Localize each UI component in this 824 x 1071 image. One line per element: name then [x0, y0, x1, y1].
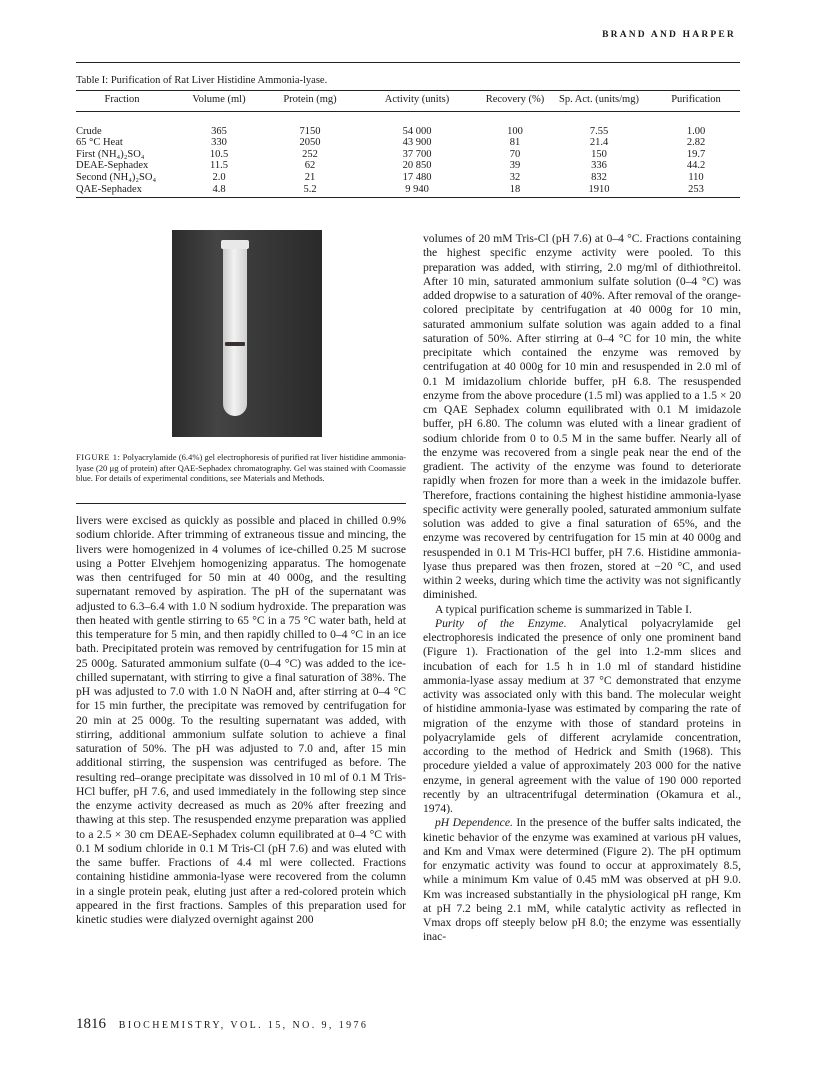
cell-activity: 17 480 [402, 171, 432, 183]
journal-citation: BIOCHEMISTRY, VOL. 15, NO. 9, 1976 [118, 1020, 369, 1031]
cell-purification: 253 [652, 184, 740, 198]
right-paragraph-2: A typical purification scheme is summarized in Table I. [435, 602, 692, 616]
cell-activity: 9 940 [350, 184, 484, 198]
col-header-fraction: Fraction [76, 91, 168, 112]
left-column [76, 514, 406, 927]
col-header-activity: Activity (units) [350, 91, 484, 112]
ph-text: In the presence of the buffer salts indicated, the kinetic behavior of the enzyme was examined at various pH values, and Km and Vmax were determined (Figure 2). The pH optimum for enzymatic activity was found to occur at approximately 8.5, while a minimum Km value of 0.45 mM was observed at pH 9.0. Km was increased substantially in the physiological pH range, Km at pH 7.2 being 2.1 mM, while catalytic activity as reflected in Vmax drops off steeply below pH 8.0; the enzyme was essentially inac- [423, 816, 741, 944]
figure-label: FIGURE 1: [76, 452, 121, 462]
cell-protein: 5.2 [270, 184, 350, 198]
cell-volume: 2.0 [212, 171, 226, 183]
col-header-protein: Protein (mg) [270, 91, 350, 112]
cell-sp-act: 1910 [546, 184, 652, 198]
cell-sp-act: 150 [591, 148, 607, 160]
figure-rule [76, 503, 406, 504]
purity-section [423, 617, 741, 817]
page-footer [76, 1016, 368, 1033]
gel-tube-top [221, 240, 249, 249]
table-i [76, 62, 740, 198]
cell-activity: 20 850 [402, 160, 432, 172]
cell-purification: 19.7 [686, 148, 706, 160]
cell-recovery: 32 [509, 171, 521, 183]
figure-caption [76, 452, 406, 484]
cell-volume: 365 [211, 125, 227, 137]
cell-protein: 2050 [299, 137, 321, 149]
col-header-purification: Purification [652, 91, 740, 112]
cell-sp-act: 832 [591, 171, 607, 183]
table-caption: Table I: Purification of Rat Liver Histidine Ammonia-lyase. [76, 75, 328, 86]
left-paragraph-1: livers were excised as quickly as possible and placed in chilled 0.9% sodium chloride. After trimming of extraneous tissue and mincing, the livers were homogenized in 4 volumes of ice-chilled 0.25 M sucrose using a Potter Elvehjem homogenizing apparatus. The homogenate was then centrifuged for 50 min at 40 000g, and the resulting supernatant removed by aspiration. The pH of the supernatant was adjusted to 6.3–6.4 with 1.0 N sodium hydroxide. The preparation was then heated with gentle stirring to 65 °C in a 75 °C water bath, held at this temperature for 5 min, and then rapidly chilled to 0–4 °C in an ice bath. Precipitated protein was removed by centrifugation for 15 min at 25 000g. Saturated ammonium sulfate (0–4 °C) was added to the ice-chilled supernatant, with stirring to give a final saturation of 38%. The pH was adjusted to 7.0 with 1.0 N NaOH and, after stirring at 0–4 °C for 15 min further, the precipitate was removed by centrifugation for 20 min at 25 000g. To the resulting supernatant was added, with stirring, additional ammonium sulfate solution to achieve a final saturation of 50%. The pH was adjusted to 7.0 and, after 15 min additional stirring, the suspension was centrifuged as before. The resulting red–orange precipitate was dissolved in 10 ml of 0.1 M Tris-HCl buffer, pH 7.6, and used immediately in the following step since the enzyme activity decreased as much as 20% after freezing and thawing at this step. The resuspended enzyme preparation was applied to a 2.5 × 30 cm DEAE-Sephadex column equilibrated at 0–4 °C with 0.1 M sodium chloride in 0.1 M Tris-Cl (pH 7.6) and was eluted with the same buffer. Fractions of 4.4 ml were collected. Fractions containing histidine ammonia-lyase were recovered from the column in a single protein peak, eluting just after a red-colored protein which appeared in the first fractions. Samples of this preparation used for kinetic studies were dialyzed overnight against 200 [76, 514, 406, 926]
cell-recovery: 39 [509, 160, 521, 172]
cell-volume: 10.5 [209, 148, 229, 160]
cell-recovery: 70 [509, 148, 521, 160]
cell-recovery: 81 [509, 137, 521, 149]
cell-fraction: Second (NH₄)₂SO₄ [76, 171, 157, 183]
cell-activity: 54 000 [402, 125, 432, 137]
protein-band [225, 342, 245, 346]
cell-recovery: 18 [484, 184, 546, 198]
purity-heading: Purity of the Enzyme. [435, 616, 567, 630]
figure-caption-text: Polyacrylamide (6.4%) gel electrophoresis of purified rat liver histidine ammonia-lyase (20 μg of protein) after QAE-Sephadex chromatography. Gel was stained with Coomassie blue. For details of experimental conditions, see Materials and Methods. [76, 452, 406, 484]
cell-activity: 37 700 [402, 148, 432, 160]
cell-protein: 7150 [299, 125, 321, 137]
col-header-sp-act: Sp. Act. (units/mg) [546, 91, 652, 112]
table-row [76, 149, 740, 161]
cell-volume: 4.8 [168, 184, 270, 198]
cell-fraction: QAE-Sephadex [76, 184, 168, 198]
page-number: 1816 [76, 1016, 106, 1032]
cell-protein: 21 [304, 171, 316, 183]
cell-fraction: Crude [76, 125, 102, 137]
table-top-rule [76, 62, 740, 63]
cell-sp-act: 21.4 [589, 137, 609, 149]
gel-electrophoresis-photo [172, 230, 322, 437]
right-column [423, 232, 741, 945]
table-row [76, 111, 740, 137]
table-row [76, 160, 740, 172]
ph-heading: pH Dependence. [435, 816, 513, 830]
cell-purification: 44.2 [686, 160, 706, 172]
col-header-volume: Volume (ml) [168, 91, 270, 112]
table-header-row [76, 91, 740, 112]
col-header-recovery: Recovery (%) [484, 91, 546, 112]
cell-purification: 1.00 [686, 125, 706, 137]
right-paragraph-1: volumes of 20 mM Tris-Cl (pH 7.6) at 0–4 °C. Fractions containing the highest specific enzyme activity were pooled. To this preparation was added, with stirring, 2.0 mg/ml of dithiothreitol. After 10 min, saturated ammonium sulfate solution (0–4 °C) was added dropwise to a saturation of 40%. After removal of the orange-colored precipitate by centrifugation at 40 000g for 10 min, saturated ammonium sulfate solution was again added to a final saturation of 50%. After stirring at 0–4 °C for 10 min, the white precipitate which contained the enzyme was removed by centrifugation at 40 000g for 10 min and resuspended in 2.0 ml of 0.1 M imidazolium chloride buffer, pH 6.8. The resuspended enzyme from the above procedure (1.5 ml) was applied to a 1.5 × 20 cm QAE Sephadex column equilibrated with 0.1 M imidazole buffer, pH 6.80. The column was eluted with a linear gradient of sodium chloride from 0 to 0.5 M in the same buffer. Nearly all of the enzyme was recovered from a single peak near the end of the gradient. The activity of the enzyme was found to deteriorate rapidly when frozen for more than a week in the imidazole buffer. Therefore, fractions containing the highest histidine ammonia-lyase specific activity were generally pooled, saturated ammonium sulfate solution was added to give a final saturation of 65%, and the enzyme was recovered by centrifugation for 15 min at 40 000g and resuspended in 0.1 M Tris-HCl buffer, pH 7.6. Histidine ammonia-lyase thus prepared was then frozen, stored at −20 °C, and used within 2 weeks, during which time the activity was not significantly diminished. [423, 232, 741, 602]
cell-purification: 2.82 [686, 137, 706, 149]
purification-table [76, 90, 740, 198]
table-row [76, 184, 740, 198]
running-head: BRAND AND HARPER [602, 30, 736, 40]
cell-protein: 252 [302, 148, 318, 160]
table-row [76, 172, 740, 184]
gel-tube [223, 244, 247, 416]
cell-protein: 62 [304, 160, 316, 172]
cell-fraction: First (NH₄)₂SO₄ [76, 148, 145, 160]
cell-purification: 110 [688, 171, 704, 183]
cell-recovery: 100 [507, 125, 523, 137]
cell-volume: 330 [211, 137, 227, 149]
purity-text: Analytical polyacrylamide gel electrophoresis indicated the presence of only one prominent band (Figure 1). Fractionation of the gel into 1.2-mm slices and incubation of each for 1.5 h in 1.0 ml of standard histidine ammonia-lyase assay medium at 37 °C demonstrated that enzyme activity was associated only with this band. The molecular weight of histidine ammonia-lyase was estimated by comparing the rate of migration of the enzyme with those of standard proteins in polyacrylamide gels of different acrylamide concentration, according to the method of Hedrick and Smith (1968). This procedure yielded a value of approximately 203 000 for the native enzyme, in general agreement with the value of 190 000 reported recently by an ultracentrifugal determination (Okamura et al., 1974). [423, 616, 741, 815]
cell-sp-act: 7.55 [589, 125, 609, 137]
cell-fraction: DEAE-Sephadex [76, 160, 149, 172]
cell-fraction: 65 °C Heat [76, 137, 123, 149]
cell-volume: 11.5 [210, 160, 228, 172]
cell-activity: 43 900 [402, 137, 432, 149]
cell-sp-act: 336 [591, 160, 607, 172]
ph-section [423, 816, 741, 944]
table-row [76, 137, 740, 149]
